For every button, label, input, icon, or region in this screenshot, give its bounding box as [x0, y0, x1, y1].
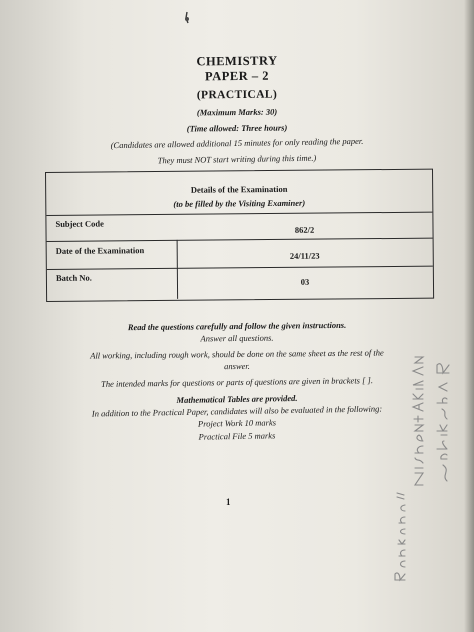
row-value: 03	[300, 276, 310, 287]
row-label: Subject Code	[55, 218, 104, 229]
row-label: Batch No.	[55, 272, 92, 283]
instruction-line: Mathematical Tables are provided.	[176, 392, 298, 406]
instruction-line: Practical File 5 marks	[198, 430, 276, 442]
instruction-line: Read the questions carefully and follow the given instructions.	[127, 319, 347, 333]
instruction-line: In addition to the Practical Paper, candidates will also be evaluated in the following:	[91, 403, 383, 419]
paper-type: (PRACTICAL)	[196, 88, 278, 102]
max-marks: (Maximum Marks: 30)	[196, 106, 278, 118]
paper-number: PAPER – 2	[204, 68, 270, 84]
instruction-line: The intended marks for questions or parts of questions are given in brackets [ ].	[100, 375, 374, 389]
row-value: 862/2	[294, 224, 315, 235]
ink-mark-icon	[180, 10, 194, 26]
details-heading: Details of the Examination	[190, 183, 288, 195]
exam-details-table	[45, 169, 434, 302]
instruction-line: Answer all questions.	[200, 332, 274, 344]
no-writing-note: They must NOT start writing during this time.)	[157, 152, 317, 166]
instruction-line: answer.	[224, 360, 250, 372]
time-allowed: (Time allowed: Three hours)	[186, 122, 288, 134]
page-number: 1	[226, 497, 231, 507]
table-row	[47, 266, 433, 300]
row-label: Date of the Examination	[55, 245, 145, 256]
details-subheading: (to be filled by the Visiting Examiner)	[173, 197, 306, 209]
instruction-line: All working, including rough work, should be done on the same sheet as the rest of the	[90, 347, 384, 361]
reading-time-note: (Candidates are allowed additional 15 minutes for only reading the paper.	[110, 135, 364, 151]
subject-title: CHEMISTRY	[196, 53, 278, 69]
handwritten-signatures-icon	[385, 345, 474, 585]
details-header	[46, 170, 432, 216]
row-value: 24/11/23	[289, 250, 320, 261]
instruction-line: Project Work 10 marks	[197, 417, 277, 429]
